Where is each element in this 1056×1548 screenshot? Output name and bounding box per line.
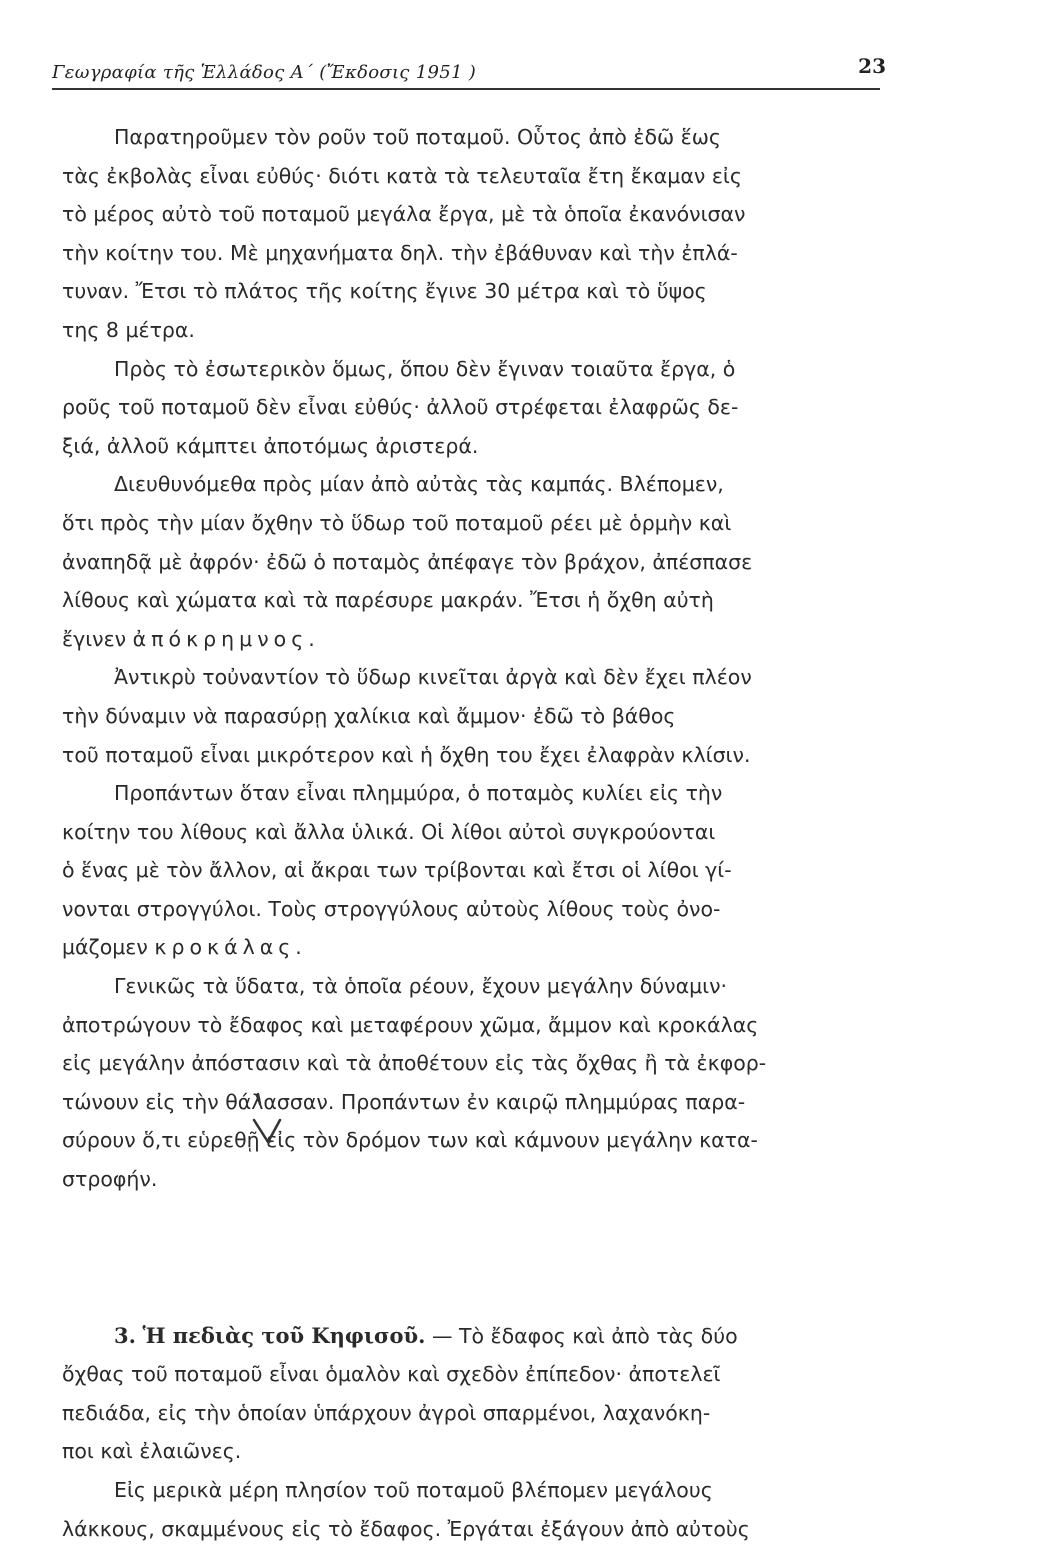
section-heading-line	[62, 1317, 922, 1356]
section-gap	[62, 1199, 922, 1317]
text-line: τὴν δύναμιν νὰ παρασύρῃ χαλίκια καὶ ἄμμον· ἐδῶ τὸ βάθος	[62, 703, 676, 728]
text-line: τοῦ ποταμοῦ εἶναι μικρότερον καὶ ἡ ὄχθη του ἔχει ἐλαφρὰν κλίσιν.	[62, 742, 751, 767]
text-line: Πρὸς τὸ ἐσωτερικὸν ὅμως, ὅπου δὲν ἔγιναν τοιαῦτα ἔργα, ὁ	[114, 356, 736, 381]
section-title: Ἡ πεδιὰς τοῦ Κηφισοῦ.	[142, 1322, 426, 1348]
text-line: κοίτην του λίθους καὶ ἄλλα ὑλικά. Οἱ λίθοι αὐτοὶ συγκρούονται	[62, 819, 716, 844]
text-line: λίθους καὶ χώματα καὶ τὰ παρέσυρε μακράν. Ἔτσι ἡ ὄχθη αὐτὴ	[62, 588, 714, 613]
spaced-term: κροκάλας.	[154, 935, 307, 960]
text-line: ὁ ἕνας μὲ τὸν ἄλλον, αἱ ἄκραι των τρίβονται καὶ ἔτσι οἱ λίθοι γί-	[62, 858, 732, 883]
text-line: πεδιάδα, εἰς τὴν ὁποίαν ὑπάρχουν ἀγροὶ σπαρμένοι, λαχανόκη-	[62, 1400, 711, 1425]
text-line: ὅτι πρὸς τὴν μίαν ὄχθην τὸ ὕδωρ τοῦ ποταμοῦ ρέει μὲ ὁρμὴν καὶ	[62, 510, 732, 535]
text-line: τὰς ἐκβολὰς εἶναι εὐθύς· διότι κατὰ τὰ τελευταῖα ἔτη ἔκαμαν εἰς	[62, 163, 742, 188]
handwritten-check-mark	[250, 1090, 300, 1152]
body-text	[62, 118, 922, 1548]
text-line: Προπάντων ὅταν εἶναι πλημμύρα, ὁ ποταμὸς κυλίει εἰς τὴν	[114, 781, 723, 806]
text-line: λάκκους, σκαμμένους εἰς τὸ ἔδαφος. Ἐργάται ἐξάγουν ἀπὸ αὐτοὺς	[62, 1516, 750, 1541]
text-line: ξιά, ἀλλοῦ κάμπτει ἀποτόμως ἀριστερά.	[62, 433, 479, 458]
text-line	[62, 620, 922, 659]
text-line: τυναν. Ἔτσι τὸ πλάτος τῆς κοίτης ἔγινε 30 μέτρα καὶ τὸ ὕψος	[62, 279, 707, 304]
text-line: Ἀντικρὺ τοὐναντίον τὸ ὕδωρ κινεῖται ἀργὰ καὶ δὲν ἔχει πλέον	[114, 665, 752, 690]
text-fragment: Τὸ ἔδαφος καὶ ἀπὸ τὰς δύο	[458, 1323, 738, 1348]
text-line: Παρατηροῦμεν τὸν ροῦν τοῦ ποταμοῦ. Οὗτος ἀπὸ ἐδῶ ἕως	[114, 125, 721, 149]
text-fragment: ἔγινεν	[62, 626, 127, 651]
page-header	[52, 52, 886, 90]
text-line: εἰς μεγάλην ἀπόστασιν καὶ τὰ ἀποθέτουν εἰς τὰς ὄχθας ἢ τὰ ἐκφορ-	[62, 1051, 767, 1076]
text-line: ροῦς τοῦ ποταμοῦ δὲν εἶναι εὐθύς· ἀλλοῦ στρέφεται ἐλαφρῶς δε-	[62, 395, 739, 420]
text-line: στροφήν.	[62, 1167, 158, 1192]
text-line: τώνουν εἰς τὴν θάλασσαν. Προπάντων ἐν καιρῷ πλημμύρας παρα-	[62, 1089, 746, 1114]
running-title: Γεωγραφία τῆς Ἑλλάδος Α΄ (Ἔκδοσις 1951 )	[52, 62, 477, 83]
text-line: τὴν κοίτην του. Μὲ μηχανήματα δηλ. τὴν ἐβάθυναν καὶ τὴν ἐπλά-	[62, 240, 738, 265]
text-line: ἀναπηδᾷ μὲ ἀφρόν· ἐδῶ ὁ ποταμὸς ἀπέφαγε τὸν βράχον, ἀπέσπασε	[62, 549, 753, 574]
page-number: 23	[858, 54, 886, 78]
text-line: της 8 μέτρα.	[62, 317, 195, 342]
text-line	[62, 928, 922, 967]
spaced-term: ἀπόκρημνος.	[132, 626, 320, 651]
text-line: σύρουν ὅ,τι εὑρεθῇ εἰς τὸν δρόμον των καὶ κάμνουν μεγάλην κατα-	[62, 1128, 758, 1153]
text-line: Διευθυνόμεθα πρὸς μίαν ἀπὸ αὐτὰς τὰς καμπάς. Βλέπομεν,	[114, 472, 724, 497]
text-line: Γενικῶς τὰ ὕδατα, τὰ ὁποῖα ρέουν, ἔχουν μεγάλην δύναμιν·	[114, 974, 728, 999]
text-line: ποι καὶ ἐλαιῶνες.	[62, 1439, 242, 1464]
section-dash: —	[431, 1323, 453, 1348]
text-line: νονται στρογγύλοι. Τοὺς στρογγύλους αὐτοὺς λίθους τοὺς ὀνο-	[62, 896, 721, 921]
text-fragment: μάζομεν	[62, 935, 148, 960]
text-line: Εἰς μερικὰ μέρη πλησίον τοῦ ποταμοῦ βλέπομεν μεγάλους	[114, 1478, 713, 1502]
section-number: 3.	[114, 1322, 136, 1348]
text-line: τὸ μέρος αὐτὸ τοῦ ποταμοῦ μεγάλα ἔργα, μὲ τὰ ὁποῖα ἐκανόνισαν	[62, 202, 746, 227]
text-line: ἀποτρώγουν τὸ ἔδαφος καὶ μεταφέρουν χῶμα, ἄμμον καὶ κροκάλας	[62, 1012, 759, 1037]
text-line: ὄχθας τοῦ ποταμοῦ εἶναι ὁμαλὸν καὶ σχεδὸν ἐπίπεδον· ἀποτελεῖ	[62, 1362, 721, 1387]
